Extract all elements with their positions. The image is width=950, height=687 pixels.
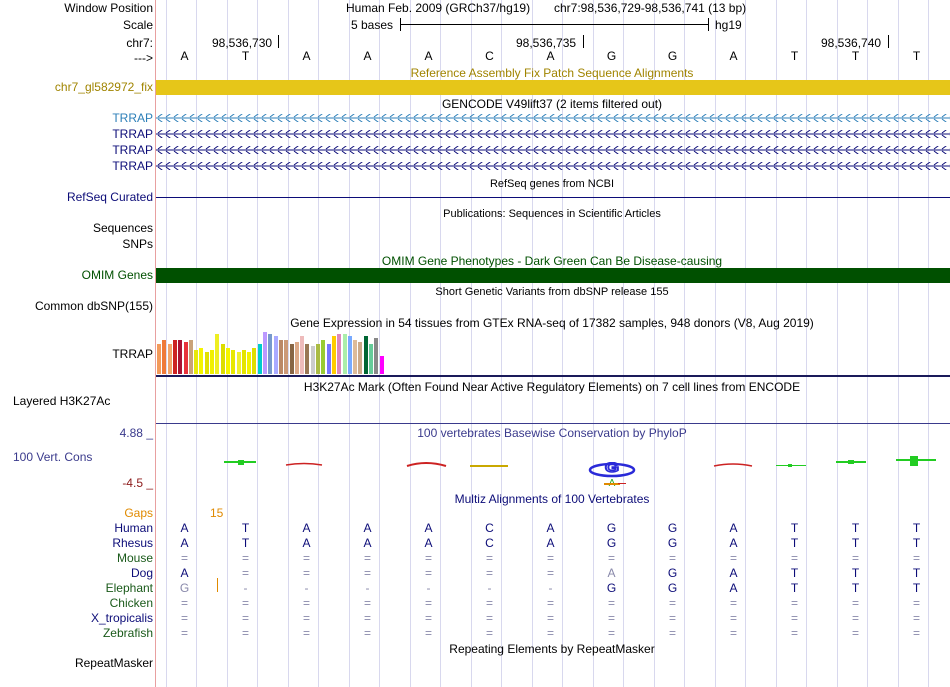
- alignment-base: A: [363, 521, 372, 535]
- alignment-base: T: [790, 581, 799, 595]
- h3k27ac-title: H3K27Ac Mark (Often Found Near Active Regulatory Elements) on 7 cell lines from ENCODE: [303, 380, 801, 394]
- alignment-base: A: [729, 521, 738, 535]
- alignment-base: A: [424, 536, 433, 550]
- gtex-tissue-bar[interactable]: [199, 348, 203, 374]
- scale-value: 5 bases: [351, 18, 394, 32]
- alignment-base: =: [180, 626, 189, 640]
- gtex-tissue-bar[interactable]: [268, 334, 272, 374]
- fix-patch-bar[interactable]: [156, 80, 950, 95]
- alignment-base: T: [790, 566, 799, 580]
- reference-base: A: [546, 49, 555, 63]
- gtex-tissue-bar[interactable]: [178, 340, 182, 374]
- alignment-base: =: [485, 596, 494, 610]
- alignment-base: A: [546, 536, 555, 550]
- alignment-base: =: [668, 596, 677, 610]
- position-readout: chr7:98,536,729-98,536,741 (13 bp): [554, 1, 747, 15]
- base-gridline: [867, 0, 868, 687]
- reference-base: T: [851, 49, 860, 63]
- base-gridline: [684, 0, 685, 687]
- alignment-base: =: [607, 551, 616, 565]
- species-label-elephant: Elephant: [105, 581, 153, 595]
- scale-bar-left-tick: [400, 18, 401, 31]
- alignment-base: =: [424, 551, 433, 565]
- svg-text:G: G: [604, 462, 620, 476]
- species-label-human: Human: [114, 521, 153, 535]
- alignment-base: A: [180, 566, 189, 580]
- gtex-tissue-bar[interactable]: [226, 348, 230, 374]
- scale-bar-right-tick: [708, 18, 709, 31]
- alignment-base: =: [241, 626, 250, 640]
- alignment-base: -: [487, 581, 492, 595]
- gtex-tissue-bar[interactable]: [189, 340, 193, 374]
- gtex-tissue-bar[interactable]: [290, 344, 294, 374]
- alignment-base: T: [241, 521, 250, 535]
- multiz-title: Multiz Alignments of 100 Vertebrates: [454, 492, 650, 506]
- alignment-base: =: [424, 596, 433, 610]
- alignment-base: =: [668, 626, 677, 640]
- alignment-base: T: [851, 581, 860, 595]
- phylop-label[interactable]: 100 Vert. Cons: [13, 450, 93, 464]
- publications-title: Publications: Sequences in Scientific Articles: [443, 208, 661, 220]
- alignment-base: =: [180, 596, 189, 610]
- gencode-label-3[interactable]: TRRAP: [112, 143, 153, 157]
- gtex-tissue-bar[interactable]: [221, 344, 225, 374]
- alignment-base: A: [607, 566, 616, 580]
- gtex-tissue-bar[interactable]: [348, 336, 352, 374]
- gtex-tissue-bar[interactable]: [332, 336, 336, 374]
- alignment-base: =: [241, 611, 250, 625]
- gtex-tissue-bar[interactable]: [364, 336, 368, 374]
- gtex-bar-chart[interactable]: [156, 330, 536, 374]
- alignment-base: T: [851, 521, 860, 535]
- alignment-base: =: [424, 566, 433, 580]
- alignment-base: G: [667, 536, 678, 550]
- alignment-base: C: [485, 536, 494, 550]
- fix-patch-title: Reference Assembly Fix Patch Sequence Alignments: [410, 66, 694, 80]
- alignment-base: =: [607, 596, 616, 610]
- reference-base: A: [302, 49, 311, 63]
- gtex-tissue-bar[interactable]: [215, 334, 219, 374]
- base-gridline: [928, 0, 929, 687]
- alignment-base: =: [363, 551, 372, 565]
- gtex-tissue-bar[interactable]: [321, 340, 325, 374]
- alignment-base: =: [851, 626, 860, 640]
- gencode-label-4[interactable]: TRRAP: [112, 159, 153, 173]
- gtex-tissue-bar[interactable]: [242, 350, 246, 374]
- alignment-base: A: [546, 521, 555, 535]
- alignment-base: G: [667, 566, 678, 580]
- alignment-base: T: [851, 536, 860, 550]
- dbsnp-title: Short Genetic Variants from dbSNP release 155: [435, 286, 669, 298]
- scale-db: hg19: [715, 18, 742, 32]
- alignment-base: G: [606, 536, 617, 550]
- alignment-base: -: [365, 581, 370, 595]
- gtex-tissue-bar[interactable]: [374, 338, 378, 374]
- alignment-base: A: [180, 521, 189, 535]
- reference-base: G: [606, 49, 617, 63]
- reference-base: T: [790, 49, 799, 63]
- alignment-base: =: [241, 596, 250, 610]
- publications-sequences-label[interactable]: Sequences: [92, 221, 153, 235]
- reference-base: C: [485, 49, 494, 63]
- gtex-tissue-bar[interactable]: [247, 352, 251, 374]
- gtex-tissue-bar[interactable]: [231, 350, 235, 374]
- alignment-base: T: [912, 566, 921, 580]
- alignment-base: =: [241, 551, 250, 565]
- alignment-base: =: [912, 611, 921, 625]
- species-label-mouse: Mouse: [116, 551, 153, 565]
- gtex-tissue-bar[interactable]: [162, 340, 166, 374]
- chrom-tick-label-3: 98,536,740: [821, 36, 882, 50]
- alignment-base: =: [485, 626, 494, 640]
- species-label-rhesus: Rhesus: [112, 536, 153, 550]
- alignment-base: G: [606, 581, 617, 595]
- gtex-tissue-bar[interactable]: [173, 340, 177, 374]
- alignment-base: =: [790, 626, 799, 640]
- fix-patch-label[interactable]: chr7_gl582972_fix: [54, 80, 153, 94]
- omim-label[interactable]: OMIM Genes: [81, 268, 153, 282]
- alignment-base: =: [363, 596, 372, 610]
- alignment-base: =: [302, 551, 311, 565]
- omim-bar[interactable]: [156, 268, 950, 283]
- alignment-base: =: [424, 611, 433, 625]
- omim-title: OMIM Gene Phenotypes - Dark Green Can Be Disease-causing: [381, 254, 723, 268]
- alignment-base: =: [607, 626, 616, 640]
- alignment-base: =: [851, 611, 860, 625]
- alignment-base: A: [302, 536, 311, 550]
- alignment-base: T: [790, 536, 799, 550]
- alignment-base: =: [302, 626, 311, 640]
- alignment-base: -: [243, 581, 248, 595]
- chrom-tick-3: [888, 35, 889, 48]
- alignment-base: =: [241, 566, 250, 580]
- gtex-baseline: [156, 375, 950, 377]
- alignment-base: =: [912, 596, 921, 610]
- alignment-base: A: [729, 536, 738, 550]
- species-label-chicken: Chicken: [109, 596, 153, 610]
- alignment-base: =: [546, 611, 555, 625]
- alignment-base: =: [546, 596, 555, 610]
- alignment-base: =: [180, 551, 189, 565]
- alignment-base: =: [851, 551, 860, 565]
- reference-base: T: [241, 49, 250, 63]
- scale-bar: [400, 24, 708, 25]
- reference-base: A: [729, 49, 738, 63]
- alignment-base: =: [668, 551, 677, 565]
- phylop-title: 100 vertebrates Basewise Conservation by PhyloP: [417, 426, 687, 440]
- refseq-line[interactable]: [156, 197, 950, 198]
- gtex-tissue-bar[interactable]: [369, 344, 373, 374]
- alignment-base: G: [179, 581, 190, 595]
- gencode-title: GENCODE V49lift37 (2 items filtered out): [441, 97, 663, 111]
- alignment-base: T: [790, 521, 799, 535]
- gaps-label: Gaps: [124, 506, 153, 520]
- browser-track-area[interactable]: [155, 0, 950, 687]
- alignment-base: =: [302, 566, 311, 580]
- alignment-base: T: [912, 536, 921, 550]
- gtex-tissue-bar[interactable]: [305, 344, 309, 374]
- alignment-base: =: [302, 611, 311, 625]
- gtex-tissue-bar[interactable]: [300, 336, 304, 374]
- phylop-min-label: -4.5 _: [122, 476, 153, 490]
- gtex-tissue-bar[interactable]: [194, 350, 198, 374]
- alignment-base: A: [424, 521, 433, 535]
- alignment-base: =: [729, 611, 738, 625]
- species-label-dog: Dog: [130, 566, 153, 580]
- reference-base: A: [424, 49, 433, 63]
- gtex-tissue-bar[interactable]: [252, 348, 256, 374]
- gtex-tissue-bar[interactable]: [295, 342, 299, 374]
- alignment-base: =: [912, 551, 921, 565]
- gencode-label-2[interactable]: TRRAP: [112, 127, 153, 141]
- alignment-base: =: [546, 551, 555, 565]
- alignment-base: T: [912, 581, 921, 595]
- alignment-base: =: [912, 626, 921, 640]
- chrom-tick-2: [583, 35, 584, 48]
- alignment-base: -: [548, 581, 553, 595]
- alignment-base: =: [363, 626, 372, 640]
- chrom-tick-label-2: 98,536,735: [516, 36, 577, 50]
- gtex-tissue-bar[interactable]: [380, 356, 384, 374]
- alignment-base: =: [546, 566, 555, 580]
- alignment-base: A: [363, 536, 372, 550]
- alignment-base: =: [180, 611, 189, 625]
- gtex-label[interactable]: TRRAP: [112, 347, 153, 361]
- base-gridline: [776, 0, 777, 687]
- scale-label: Scale: [122, 18, 153, 32]
- alignment-base: =: [302, 596, 311, 610]
- alignment-base: =: [363, 611, 372, 625]
- species-label-zebrafish: Zebrafish: [102, 626, 153, 640]
- gtex-tissue-bar[interactable]: [316, 344, 320, 374]
- h3k27ac-label[interactable]: Layered H3K27Ac: [13, 394, 111, 408]
- alignment-base: G: [667, 521, 678, 535]
- alignment-base: G: [606, 521, 617, 535]
- gtex-tissue-bar[interactable]: [205, 352, 209, 374]
- alignment-base: =: [729, 626, 738, 640]
- chrom-label: chr7:: [126, 36, 153, 50]
- conservation-logo: [588, 462, 636, 488]
- alignment-base: =: [424, 626, 433, 640]
- alignment-base: =: [851, 596, 860, 610]
- alignment-base: =: [790, 596, 799, 610]
- gtex-tissue-bar[interactable]: [210, 350, 214, 374]
- gtex-tissue-bar[interactable]: [343, 334, 347, 374]
- gtex-tissue-bar[interactable]: [337, 334, 341, 374]
- assembly-title: Human Feb. 2009 (GRCh37/hg19): [346, 1, 531, 15]
- repeatmasker-label[interactable]: RepeatMasker: [74, 656, 153, 670]
- gtex-tissue-bar[interactable]: [237, 352, 241, 374]
- gaps-value: 15: [210, 506, 224, 520]
- gtex-tissue-bar[interactable]: [358, 342, 362, 374]
- alignment-base: =: [668, 611, 677, 625]
- alignment-base: =: [485, 551, 494, 565]
- chrom-tick-label-1: 98,536,730: [212, 36, 273, 50]
- base-gridline: [745, 0, 746, 687]
- chrom-tick-1: [278, 35, 279, 48]
- window-position-label: Window Position: [64, 1, 153, 15]
- refseq-title: RefSeq genes from NCBI: [489, 178, 615, 190]
- gencode-transcripts[interactable]: [156, 110, 950, 174]
- alignment-base: =: [485, 611, 494, 625]
- alignment-base: T: [912, 521, 921, 535]
- h3k27ac-baseline: [156, 423, 950, 424]
- reference-base: A: [180, 49, 189, 63]
- alignment-base: A: [180, 536, 189, 550]
- gtex-tissue-bar[interactable]: [274, 336, 278, 374]
- alignment-base: =: [363, 566, 372, 580]
- alignment-base: -: [426, 581, 431, 595]
- gtex-tissue-bar[interactable]: [263, 332, 267, 374]
- alignment-base: T: [241, 536, 250, 550]
- alignment-base: T: [851, 566, 860, 580]
- phylop-max-label: 4.88 _: [119, 426, 153, 440]
- alignment-base: =: [790, 551, 799, 565]
- gencode-label-1[interactable]: TRRAP: [112, 111, 153, 125]
- alignment-base: -: [304, 581, 309, 595]
- gtex-tissue-bar[interactable]: [311, 346, 315, 374]
- gtex-tissue-bar[interactable]: [157, 344, 161, 374]
- gtex-tissue-bar[interactable]: [284, 340, 288, 374]
- refseq-label[interactable]: RefSeq Curated: [66, 190, 153, 204]
- alignment-base: =: [546, 626, 555, 640]
- alignment-base: =: [729, 596, 738, 610]
- publications-snps-label[interactable]: SNPs: [122, 237, 153, 251]
- reference-base: A: [363, 49, 372, 63]
- base-gridline: [837, 0, 838, 687]
- phylop-wiggle[interactable]: [156, 452, 950, 492]
- base-gridline: [715, 0, 716, 687]
- species-label-x_tropicalis: X_tropicalis: [90, 611, 153, 625]
- alignment-base: =: [729, 551, 738, 565]
- base-gridline: [806, 0, 807, 687]
- reference-base: G: [667, 49, 678, 63]
- alignment-base: =: [790, 611, 799, 625]
- alignment-base: =: [607, 611, 616, 625]
- alignment-base: C: [485, 521, 494, 535]
- alignment-base: A: [729, 566, 738, 580]
- elephant-gap-marker: [217, 578, 218, 592]
- gtex-tissue-bar[interactable]: [184, 342, 188, 374]
- base-gridline: [898, 0, 899, 687]
- gtex-title: Gene Expression in 54 tissues from GTEx RNA-seq of 17382 samples, 948 donors (V8, Aug 2019): [290, 316, 814, 330]
- alignment-base: =: [485, 566, 494, 580]
- alignment-base: A: [302, 521, 311, 535]
- repeatmasker-title: Repeating Elements by RepeatMasker: [449, 642, 655, 656]
- gtex-tissue-bar[interactable]: [279, 340, 283, 374]
- gtex-tissue-bar[interactable]: [353, 340, 357, 374]
- alignment-base: G: [667, 581, 678, 595]
- dbsnp-label[interactable]: Common dbSNP(155): [34, 299, 153, 313]
- gtex-tissue-bar[interactable]: [327, 344, 331, 374]
- gtex-tissue-bar[interactable]: [258, 344, 262, 374]
- reference-base: T: [912, 49, 921, 63]
- strand-arrow-label: --->: [134, 51, 153, 65]
- alignment-base: A: [729, 581, 738, 595]
- gtex-tissue-bar[interactable]: [168, 344, 172, 374]
